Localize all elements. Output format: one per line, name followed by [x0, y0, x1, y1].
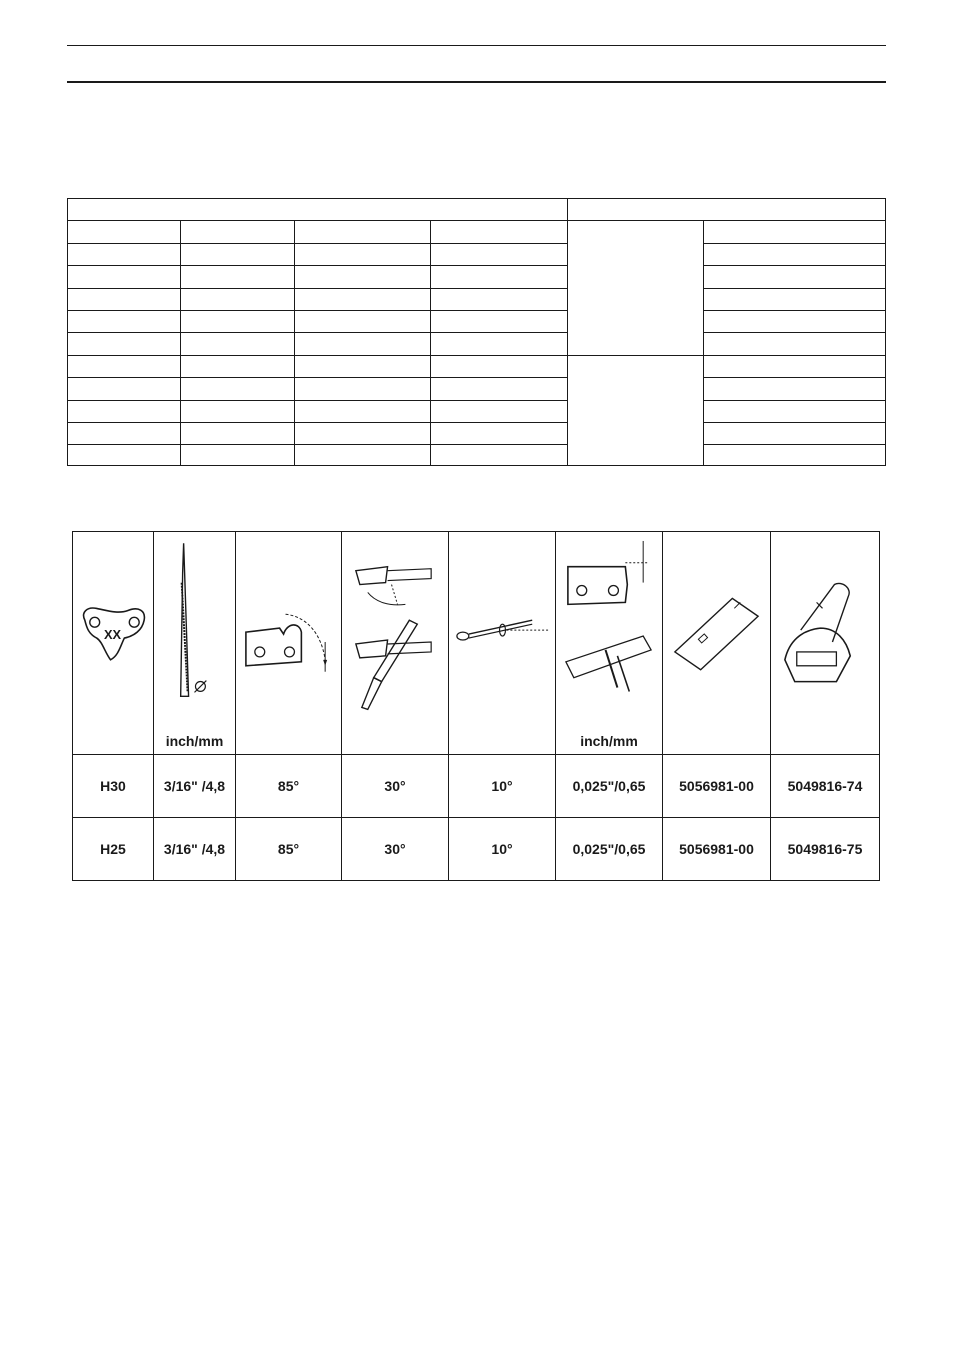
file-diameter-cell: 3/16" /4,8 [154, 755, 236, 818]
depth-gauge-cell: 0,025"/0,65 [556, 755, 663, 818]
file-unit-label: inch/mm [165, 733, 224, 749]
cell-link-icon [73, 532, 154, 755]
file-tilt-angle-icon [449, 532, 555, 754]
top-plate-angle-cell: 85° [236, 818, 342, 881]
cell-file-guide-icon [342, 532, 449, 755]
model-cell: H30 [73, 755, 154, 818]
tilt-angle-cell: 10° [449, 755, 556, 818]
cell-file-holder-icon [771, 532, 880, 755]
file-guide-angle-cell: 30° [342, 755, 449, 818]
table-row [73, 818, 880, 881]
chain-link-xx-icon [73, 532, 153, 754]
tilt-angle-cell: 10° [449, 818, 556, 881]
header-rule-thin [67, 45, 886, 46]
empty-table-grid [67, 198, 886, 466]
cell-file-tilt-icon [449, 532, 556, 755]
depth-gauge-setting-icon [556, 532, 662, 754]
empty-combination-table [67, 198, 886, 466]
gauge-tool-cell: 5056981-00 [663, 755, 771, 818]
file-holder-cell: 5049816-74 [771, 755, 880, 818]
icon-row [73, 532, 880, 755]
cell-depth-gauge-icon [556, 532, 663, 755]
file-diameter-cell: 3/16" /4,8 [154, 818, 236, 881]
cell-top-plate-icon [236, 532, 342, 755]
file-guide-angle-icon [342, 532, 448, 754]
sharpening-table [72, 531, 880, 881]
table-row [73, 755, 880, 818]
gauge-tool-cell: 5056981-00 [663, 818, 771, 881]
link-label: XX [103, 627, 122, 643]
top-plate-angle-cell: 85° [236, 755, 342, 818]
cell-file-icon [154, 532, 236, 755]
file-holder-cell: 5049816-75 [771, 818, 880, 881]
file-guide-angle-cell: 30° [342, 818, 449, 881]
depth-gauge-tool-icon [663, 532, 770, 754]
model-cell: H25 [73, 818, 154, 881]
depth-unit-label: inch/mm [580, 733, 638, 749]
header-rule-thick [67, 81, 886, 83]
depth-gauge-cell: 0,025"/0,65 [556, 818, 663, 881]
round-file-icon [154, 532, 235, 754]
cell-gauge-tool-icon [663, 532, 771, 755]
file-holder-icon [771, 532, 879, 754]
cutter-top-plate-angle-icon [236, 532, 341, 754]
